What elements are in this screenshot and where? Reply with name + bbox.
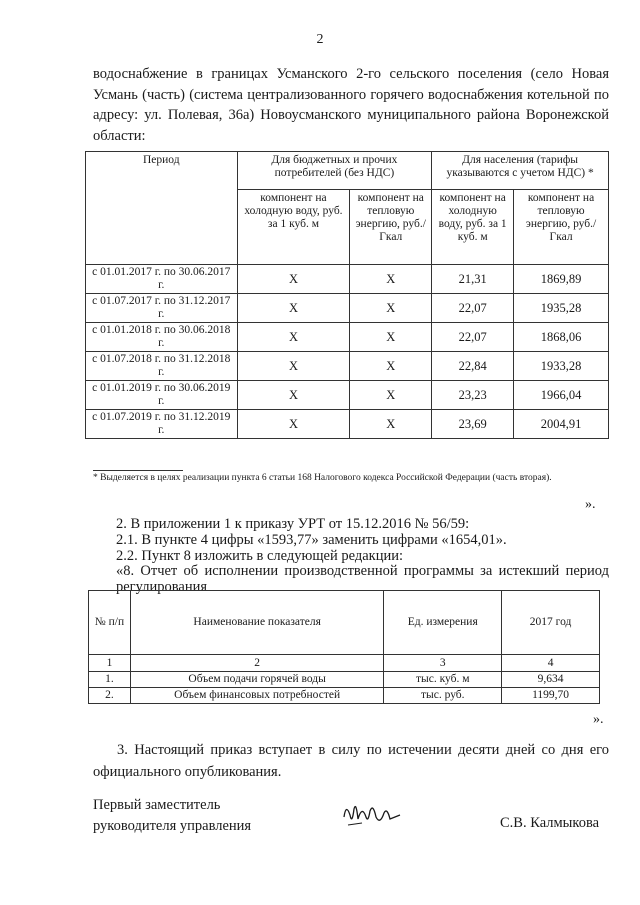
report-unit: тыс. руб. <box>384 688 502 704</box>
tariff-period: с 01.01.2018 г. по 30.06.2018 г. <box>86 323 238 352</box>
report-value: 1199,70 <box>502 688 600 704</box>
tariff-header-heat-budget: компонент на тепловую энергию, руб./Гкал <box>350 190 432 265</box>
table-row <box>86 265 609 294</box>
report-index-4: 4 <box>502 655 600 672</box>
tariff-heat-budget: X <box>350 352 432 381</box>
table-row <box>86 323 609 352</box>
paragraph-2-1: 2.1. В пункте 4 цифры «1593,77» заменить цифрами «1654,01». <box>116 532 507 548</box>
tariff-cold-budget: X <box>237 410 350 439</box>
tariff-heat-pop: 1868,06 <box>514 323 609 352</box>
closing-quote: ». <box>585 497 596 512</box>
tariff-period: с 01.01.2017 г. по 30.06.2017 г. <box>86 265 238 294</box>
table-row <box>86 381 609 410</box>
signer-title-line-2: руководителя управления <box>93 818 252 834</box>
tariff-header-population: Для населения (тарифы указываются с учетом НДС) * <box>432 152 609 190</box>
tariff-cold-pop: 21,31 <box>432 265 514 294</box>
tariff-cold-budget: X <box>237 294 350 323</box>
tariff-heat-budget: X <box>350 323 432 352</box>
report-table <box>88 590 600 704</box>
report-name: Объем финансовых потребностей <box>130 688 383 704</box>
table-row <box>89 655 600 672</box>
tariff-heat-pop: 1966,04 <box>514 381 609 410</box>
paragraph-2-2: 2.2. Пункт 8 изложить в следующей редакции: <box>116 548 404 564</box>
tariff-heat-budget: X <box>350 265 432 294</box>
tariff-cold-pop: 23,69 <box>432 410 514 439</box>
report-header-year: 2017 год <box>502 591 600 655</box>
tariff-cold-pop: 22,07 <box>432 294 514 323</box>
tariff-period: с 01.01.2019 г. по 30.06.2019 г. <box>86 381 238 410</box>
report-index-2: 2 <box>130 655 383 672</box>
signature-icon <box>340 795 404 835</box>
footnote: * Выделяется в целях реализации пункта 6 статьи 168 Налогового кодекса Российской Федерации (часть вторая). <box>93 473 552 483</box>
tariff-cold-budget: X <box>237 352 350 381</box>
tariff-heat-budget: X <box>350 410 432 439</box>
tariff-heat-pop: 1933,28 <box>514 352 609 381</box>
report-num: 1. <box>89 672 131 688</box>
intro-paragraph: водоснабжение в границах Усманского 2-го сельского поселения (село Новая Усмань (часть) (система централизованного горячего водоснабжения котельной по адресу: ул. Полевая, 36а) Новоусманского муниципального района Воронежской области: <box>93 66 609 144</box>
tariff-heat-budget: X <box>350 381 432 410</box>
tariff-cold-budget: X <box>237 323 350 352</box>
signer-title <box>93 795 251 837</box>
tariff-heat-budget: X <box>350 294 432 323</box>
footnote-divider <box>93 470 183 471</box>
table-row <box>86 294 609 323</box>
table-row <box>89 688 600 704</box>
tariff-cold-budget: X <box>237 381 350 410</box>
report-index-3: 3 <box>384 655 502 672</box>
tariff-period: с 01.07.2019 г. по 31.12.2019 г. <box>86 410 238 439</box>
report-index-1: 1 <box>89 655 131 672</box>
paragraph-2: 2. В приложении 1 к приказу УРТ от 15.12.2016 № 56/59: <box>116 516 470 532</box>
report-value: 9,634 <box>502 672 600 688</box>
tariff-period: с 01.07.2017 г. по 31.12.2017 г. <box>86 294 238 323</box>
tariff-heat-pop: 2004,91 <box>514 410 609 439</box>
tariff-heat-pop: 1869,89 <box>514 265 609 294</box>
tariff-header-cold-budget: компонент на холодную воду, руб. за 1 куб. м <box>237 190 350 265</box>
page-number: 2 <box>316 32 324 47</box>
report-header-num: № п/п <box>89 591 131 655</box>
paragraph-8: «8. Отчет об исполнении производственной программы за истекший период регулирования <box>116 563 609 595</box>
closing-quote: ». <box>593 712 604 727</box>
tariff-table <box>85 151 609 439</box>
tariff-header-heat-pop: компонент на тепловую энергию, руб./Гкал <box>514 190 609 265</box>
report-num: 2. <box>89 688 131 704</box>
tariff-cold-pop: 22,84 <box>432 352 514 381</box>
tariff-period: с 01.07.2018 г. по 31.12.2018 г. <box>86 352 238 381</box>
table-row <box>86 352 609 381</box>
tariff-header-budget: Для бюджетных и прочих потребителей (без НДС) <box>237 152 432 190</box>
tariff-header-cold-pop: компонент на холодную воду, руб. за 1 куб. м <box>432 190 514 265</box>
tariff-header-period: Период <box>86 152 238 265</box>
tariff-cold-pop: 22,07 <box>432 323 514 352</box>
table-row <box>86 410 609 439</box>
table-row <box>89 672 600 688</box>
report-header-unit: Ед. измерения <box>384 591 502 655</box>
report-header-name: Наименование показателя <box>130 591 383 655</box>
report-name: Объем подачи горячей воды <box>130 672 383 688</box>
tariff-cold-budget: X <box>237 265 350 294</box>
signer-title-line-1: Первый заместитель <box>93 797 221 813</box>
paragraph-3: 3. Настоящий приказ вступает в силу по истечении десяти дней со дня его официального опубликования. <box>93 742 609 780</box>
tariff-cold-pop: 23,23 <box>432 381 514 410</box>
signer-name: С.В. Калмыкова <box>500 815 600 831</box>
tariff-heat-pop: 1935,28 <box>514 294 609 323</box>
report-unit: тыс. куб. м <box>384 672 502 688</box>
